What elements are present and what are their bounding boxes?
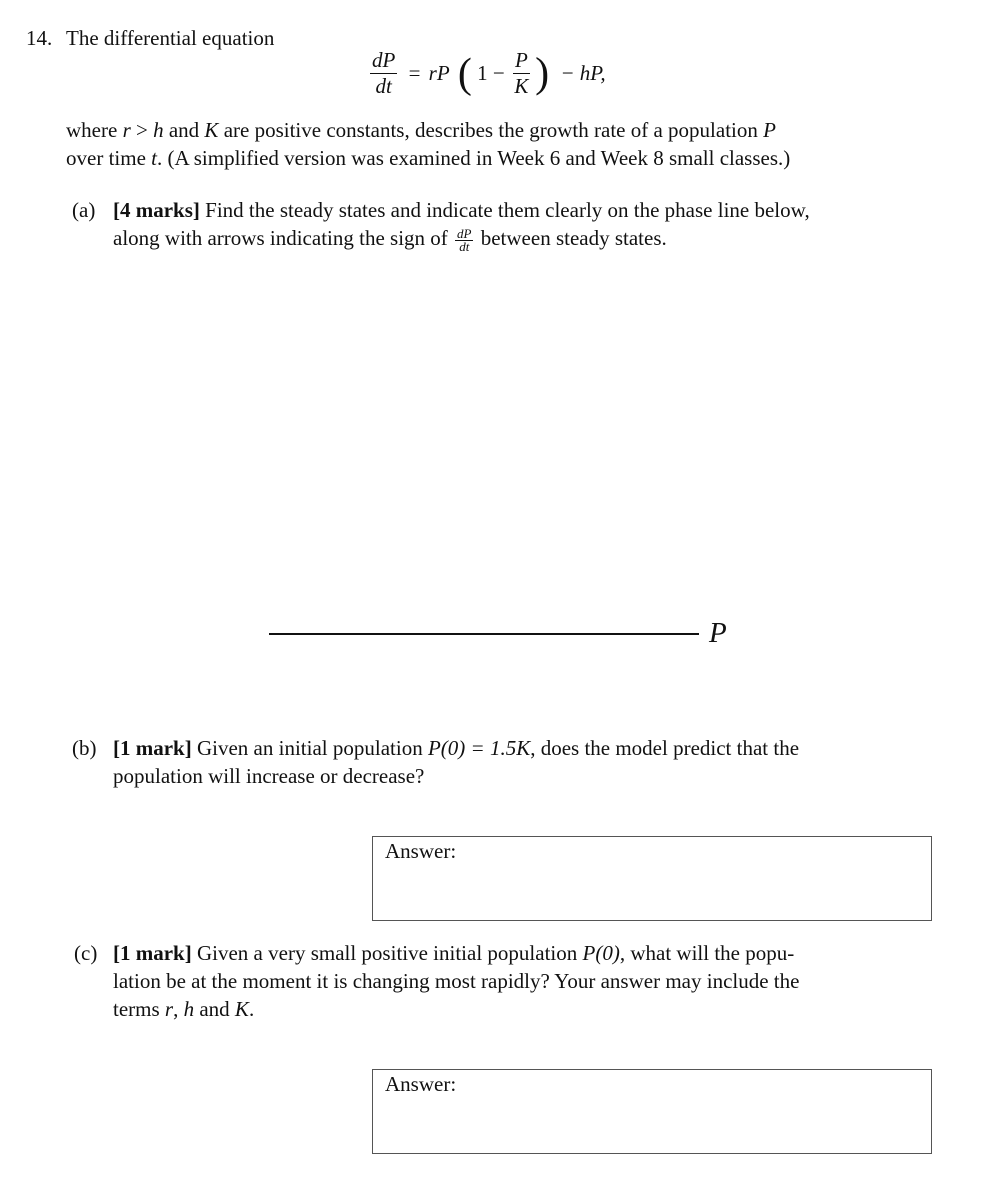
part-c-text: . xyxy=(248,997,255,1021)
part-c-answer-box[interactable] xyxy=(372,1069,932,1154)
var-p: P xyxy=(763,118,776,142)
part-b-text: , does the model predict that the xyxy=(530,736,800,760)
desc-text: . (A simplified version was examined in Week 6 and Week 8 small classes.) xyxy=(156,146,791,170)
inner-denominator: K xyxy=(514,74,529,98)
part-b-line-1 xyxy=(113,734,799,762)
part-c-label: (c) xyxy=(74,941,98,965)
part-c-text: , what will the popu- xyxy=(619,941,795,965)
equals-sign: = xyxy=(408,61,421,85)
close-paren: ) xyxy=(535,50,550,97)
part-a-line-2 xyxy=(113,224,667,253)
lhs-fraction xyxy=(370,48,397,99)
part-b-expression: P(0) = 1.5K xyxy=(427,736,531,760)
var-h: h xyxy=(153,118,164,142)
question-number: 14. xyxy=(26,26,53,50)
part-a-text: Find the steady states and indicate them clearly on the phase line below, xyxy=(205,198,810,222)
part-b-line-2: population will increase or decrease? xyxy=(113,764,425,788)
desc-text: are positive constants, describes the growth rate of a population xyxy=(218,118,764,142)
part-c-text: Given a very small positive initial population xyxy=(196,941,583,965)
inline-deriv-num: dP xyxy=(457,225,472,241)
part-b-text: Given an initial population xyxy=(196,736,428,760)
desc-text: and xyxy=(163,118,205,142)
part-c-answer-label: Answer: xyxy=(385,1072,457,1096)
part-c-line-1 xyxy=(113,939,794,967)
part-c-marks: [1 mark] xyxy=(113,941,192,965)
phase-line-label: P xyxy=(709,617,727,649)
part-c-line-2: lation be at the moment it is changing most rapidly? Your answer may include the xyxy=(113,969,800,993)
inline-deriv-den: dt xyxy=(459,238,470,254)
var-t: t xyxy=(151,146,157,170)
part-b-label: (b) xyxy=(72,736,97,760)
description-line-2 xyxy=(66,144,790,172)
var-r: r xyxy=(122,118,131,142)
harvest-term: − hP, xyxy=(560,61,606,85)
part-a-label: (a) xyxy=(72,198,96,222)
part-a-text: between steady states. xyxy=(480,226,667,250)
open-paren: ( xyxy=(457,50,472,97)
var-h: h xyxy=(183,997,195,1021)
var-k: K xyxy=(234,997,249,1021)
part-c-line-3 xyxy=(113,995,254,1023)
desc-text: > xyxy=(130,118,154,142)
part-a-line-1 xyxy=(113,196,810,224)
part-b-marks: [1 mark] xyxy=(113,736,192,760)
lhs-denominator: dt xyxy=(375,74,392,98)
part-c-text: and xyxy=(194,997,235,1021)
inner-numerator: P xyxy=(515,48,528,72)
part-b-answer-box[interactable] xyxy=(372,836,932,921)
phase-line[interactable] xyxy=(269,633,699,635)
inner-fraction xyxy=(513,48,530,99)
part-a-marks: [4 marks] xyxy=(113,198,200,222)
differential-equation xyxy=(370,48,606,108)
lhs-numerator: dP xyxy=(372,48,396,72)
part-c-expression: P(0) xyxy=(582,941,620,965)
part-a-text: along with arrows indicating the sign of xyxy=(113,226,448,250)
rp-term: rP xyxy=(428,61,450,85)
question-intro: The differential equation xyxy=(66,26,275,50)
desc-text: over time xyxy=(66,146,152,170)
part-c-text: terms xyxy=(113,997,165,1021)
part-c-text: , xyxy=(173,997,184,1021)
var-r: r xyxy=(164,997,174,1021)
var-k: K xyxy=(204,118,219,142)
desc-text: where xyxy=(66,118,123,142)
inline-derivative xyxy=(455,225,473,254)
part-b-answer-label: Answer: xyxy=(385,839,457,863)
one-minus: 1 − xyxy=(477,61,505,85)
description-line-1 xyxy=(66,116,776,144)
